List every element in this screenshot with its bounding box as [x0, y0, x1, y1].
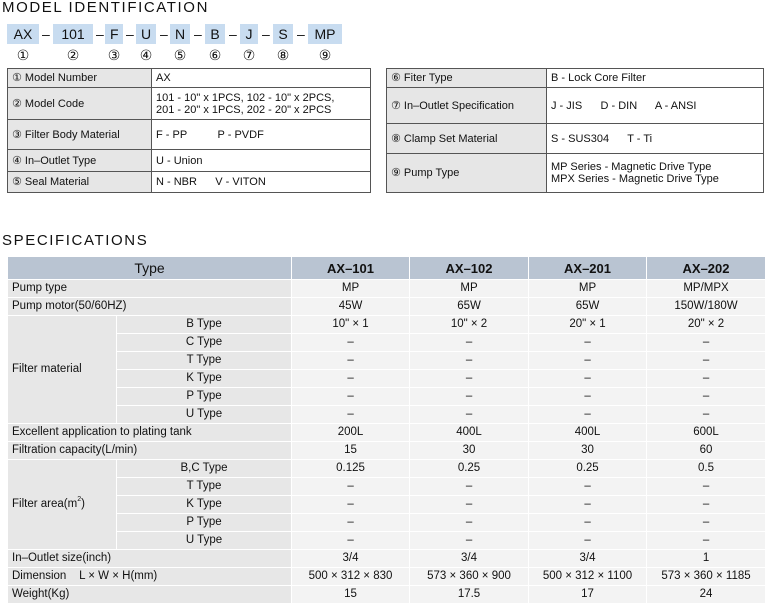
spec-value: MP: [410, 280, 529, 298]
code-separator: –: [194, 26, 202, 42]
spec-value: 20" × 2: [647, 316, 766, 334]
spec-sub-label: K Type: [117, 370, 292, 388]
identification-value: F - PP P - PVDF: [152, 120, 371, 150]
spec-value: –: [292, 406, 410, 424]
code-chip: F: [105, 24, 123, 44]
code-chip: AX: [7, 24, 39, 44]
specifications-table: [7, 256, 766, 604]
identification-key: ② Model Code: [8, 88, 152, 120]
specifications-title: SPECIFICATIONS: [2, 232, 149, 249]
spec-value: –: [529, 406, 647, 424]
spec-row-plating-tank: [8, 424, 766, 442]
code-number: ⑤: [173, 47, 187, 63]
spec-value: –: [292, 388, 410, 406]
spec-row-filter-material: [8, 370, 766, 388]
filter-material-label: Filter material: [8, 316, 117, 424]
spec-label: Dimension L × W × H(mm): [8, 568, 292, 586]
code-part: [53, 24, 93, 66]
spec-value: –: [647, 406, 766, 424]
spec-value: 3/4: [292, 550, 410, 568]
filter-area-label-sup: 2: [77, 496, 82, 503]
spec-value: –: [529, 334, 647, 352]
spec-sub-label: T Type: [117, 352, 292, 370]
spec-value: –: [529, 388, 647, 406]
spec-sub-label: T Type: [117, 478, 292, 496]
code-separator: –: [42, 26, 50, 42]
spec-row-dimension: [8, 568, 766, 586]
code-number: ①: [16, 47, 30, 63]
identification-value: N - NBR V - VITON: [152, 172, 371, 193]
spec-value: 400L: [410, 424, 529, 442]
spec-value: –: [410, 478, 529, 496]
spec-value: –: [529, 496, 647, 514]
code-separator: –: [96, 26, 104, 42]
identification-row: [8, 69, 371, 88]
spec-label: Filtration capacity(L/min): [8, 442, 292, 460]
spec-row-pump-type: [8, 280, 766, 298]
code-chip: J: [240, 24, 258, 44]
spec-sub-label: P Type: [117, 514, 292, 532]
spec-value: –: [529, 352, 647, 370]
spec-value: –: [647, 532, 766, 550]
spec-value: –: [410, 334, 529, 352]
spec-value: 45W: [292, 298, 410, 316]
spec-value: 150W/180W: [647, 298, 766, 316]
spec-row-pump-motor: [8, 298, 766, 316]
identification-key: ⑦ In–Outlet Specification: [387, 88, 547, 124]
spec-value: –: [410, 370, 529, 388]
spec-value: –: [292, 370, 410, 388]
model-header: AX–202: [647, 257, 766, 280]
code-number: ②: [66, 47, 80, 63]
spec-row-filter-area: [8, 478, 766, 496]
spec-value: –: [647, 370, 766, 388]
identification-row: [387, 69, 764, 88]
spec-label: Weight(Kg): [8, 586, 292, 604]
code-part: [308, 24, 342, 66]
spec-value: –: [410, 352, 529, 370]
spec-value: –: [529, 532, 647, 550]
identification-key: ⑧ Clamp Set Material: [387, 124, 547, 154]
identification-key: ⑤ Seal Material: [8, 172, 152, 193]
identification-key: ③ Filter Body Material: [8, 120, 152, 150]
spec-value: –: [410, 406, 529, 424]
code-number: ⑦: [242, 47, 256, 63]
code-part: [7, 24, 39, 66]
spec-value: –: [410, 388, 529, 406]
spec-value: –: [410, 532, 529, 550]
filter-area-label-end: ): [81, 498, 85, 510]
spec-value: 10" × 1: [292, 316, 410, 334]
spec-value: 573 × 360 × 1185: [647, 568, 766, 586]
spec-value: 0.25: [529, 460, 647, 478]
identification-value: AX: [152, 69, 371, 88]
code-part: [273, 24, 293, 66]
code-number: ④: [139, 47, 153, 63]
spec-label: Excellent application to plating tank: [8, 424, 292, 442]
spec-value: 65W: [529, 298, 647, 316]
spec-row-filter-material: [8, 316, 766, 334]
spec-value: –: [647, 352, 766, 370]
code-chip: U: [136, 24, 156, 44]
identification-value: 101 - 10" x 1PCS, 102 - 10" x 2PCS, 201 - 20" x 1PCS, 202 - 20" x 2PCS: [152, 88, 371, 120]
code-part: [240, 24, 258, 66]
model-header: AX–201: [529, 257, 647, 280]
identification-row: [8, 88, 371, 120]
spec-value: –: [292, 352, 410, 370]
spec-value: 10" × 2: [410, 316, 529, 334]
spec-value: –: [647, 334, 766, 352]
code-part: [136, 24, 156, 66]
spec-row-filter-material: [8, 388, 766, 406]
spec-value: 600L: [647, 424, 766, 442]
spec-row-filtration-capacity: [8, 442, 766, 460]
code-part: [170, 24, 190, 66]
spec-value: 24: [647, 586, 766, 604]
spec-value: 400L: [529, 424, 647, 442]
code-number: ⑥: [208, 47, 222, 63]
spec-value: 17.5: [410, 586, 529, 604]
identification-value: U - Union: [152, 150, 371, 172]
spec-value: 65W: [410, 298, 529, 316]
model-header: AX–101: [292, 257, 410, 280]
identification-key: ⑥ Fiter Type: [387, 69, 547, 88]
spec-value: 60: [647, 442, 766, 460]
spec-value: 30: [410, 442, 529, 460]
spec-row-inoutlet-size: [8, 550, 766, 568]
spec-value: 20" × 1: [529, 316, 647, 334]
spec-row-filter-material: [8, 334, 766, 352]
identification-value: S - SUS304 T - Ti: [547, 124, 764, 154]
filter-area-label: [8, 460, 117, 550]
spec-label: Pump motor(50/60HZ): [8, 298, 292, 316]
spec-value: –: [292, 496, 410, 514]
spec-sub-label: B Type: [117, 316, 292, 334]
spec-row-filter-material: [8, 406, 766, 424]
spec-value: 15: [292, 586, 410, 604]
spec-value: 500 × 312 × 1100: [529, 568, 647, 586]
spec-sub-label: U Type: [117, 532, 292, 550]
spec-header-row: [8, 257, 766, 280]
identification-value: MP Series - Magnetic Drive Type MPX Series - Magnetic Drive Type: [547, 154, 764, 193]
spec-value: MP/MPX: [647, 280, 766, 298]
spec-sub-label: B,C Type: [117, 460, 292, 478]
code-chip: 101: [53, 24, 93, 44]
identification-row: [8, 120, 371, 150]
identification-row: [8, 172, 371, 193]
spec-value: 15: [292, 442, 410, 460]
spec-row-filter-area: [8, 514, 766, 532]
spec-row-filter-area: [8, 532, 766, 550]
spec-sub-label: C Type: [117, 334, 292, 352]
spec-value: 0.125: [292, 460, 410, 478]
spec-value: –: [647, 514, 766, 532]
spec-value: 200L: [292, 424, 410, 442]
identification-row: [8, 150, 371, 172]
code-separator: –: [229, 26, 237, 42]
code-chip: N: [170, 24, 190, 44]
identification-row: [387, 154, 764, 193]
identification-row: [387, 124, 764, 154]
spec-value: MP: [529, 280, 647, 298]
spec-value: –: [292, 334, 410, 352]
spec-value: –: [292, 514, 410, 532]
code-number: ⑨: [318, 47, 332, 63]
code-separator: –: [297, 26, 305, 42]
spec-value: 30: [529, 442, 647, 460]
spec-value: 17: [529, 586, 647, 604]
spec-value: –: [647, 388, 766, 406]
spec-label: Pump type: [8, 280, 292, 298]
spec-value: –: [529, 514, 647, 532]
code-separator: –: [262, 26, 270, 42]
spec-value: 0.25: [410, 460, 529, 478]
code-chip: MP: [308, 24, 342, 44]
code-separator: –: [126, 26, 134, 42]
code-separator: –: [160, 26, 168, 42]
model-header: AX–102: [410, 257, 529, 280]
spec-value: –: [410, 514, 529, 532]
spec-row-filter-area: [8, 496, 766, 514]
spec-label: In–Outlet size(inch): [8, 550, 292, 568]
filter-area-label-text: Filter area(m: [12, 498, 78, 510]
code-number: ⑧: [276, 47, 290, 63]
model-identification-title: MODEL IDENTIFICATION: [2, 0, 210, 16]
spec-value: –: [529, 478, 647, 496]
type-header: Type: [8, 257, 292, 280]
identification-value: B - Lock Core Filter: [547, 69, 764, 88]
spec-value: –: [647, 496, 766, 514]
spec-value: –: [529, 370, 647, 388]
spec-value: 573 × 360 × 900: [410, 568, 529, 586]
spec-value: –: [292, 532, 410, 550]
code-chip: B: [205, 24, 225, 44]
identification-key: ④ In–Outlet Type: [8, 150, 152, 172]
spec-value: 0.5: [647, 460, 766, 478]
spec-value: 3/4: [529, 550, 647, 568]
spec-row-weight: [8, 586, 766, 604]
code-chip: S: [273, 24, 293, 44]
code-number: ③: [107, 47, 121, 63]
spec-sub-label: U Type: [117, 406, 292, 424]
identification-key: ⑨ Pump Type: [387, 154, 547, 193]
code-part: [105, 24, 123, 66]
spec-value: 500 × 312 × 830: [292, 568, 410, 586]
spec-value: –: [292, 478, 410, 496]
spec-value: MP: [292, 280, 410, 298]
spec-value: 1: [647, 550, 766, 568]
identification-row: [387, 88, 764, 124]
identification-value: J - JIS D - DIN A - ANSI: [547, 88, 764, 124]
spec-row-filter-material: [8, 352, 766, 370]
identification-table-right: [386, 68, 764, 193]
spec-sub-label: K Type: [117, 496, 292, 514]
spec-row-filter-area: [8, 460, 766, 478]
code-part: [205, 24, 225, 66]
spec-value: –: [647, 478, 766, 496]
identification-table-left: [7, 68, 371, 193]
identification-key: ① Model Number: [8, 69, 152, 88]
spec-value: 3/4: [410, 550, 529, 568]
spec-value: –: [410, 496, 529, 514]
spec-sub-label: P Type: [117, 388, 292, 406]
